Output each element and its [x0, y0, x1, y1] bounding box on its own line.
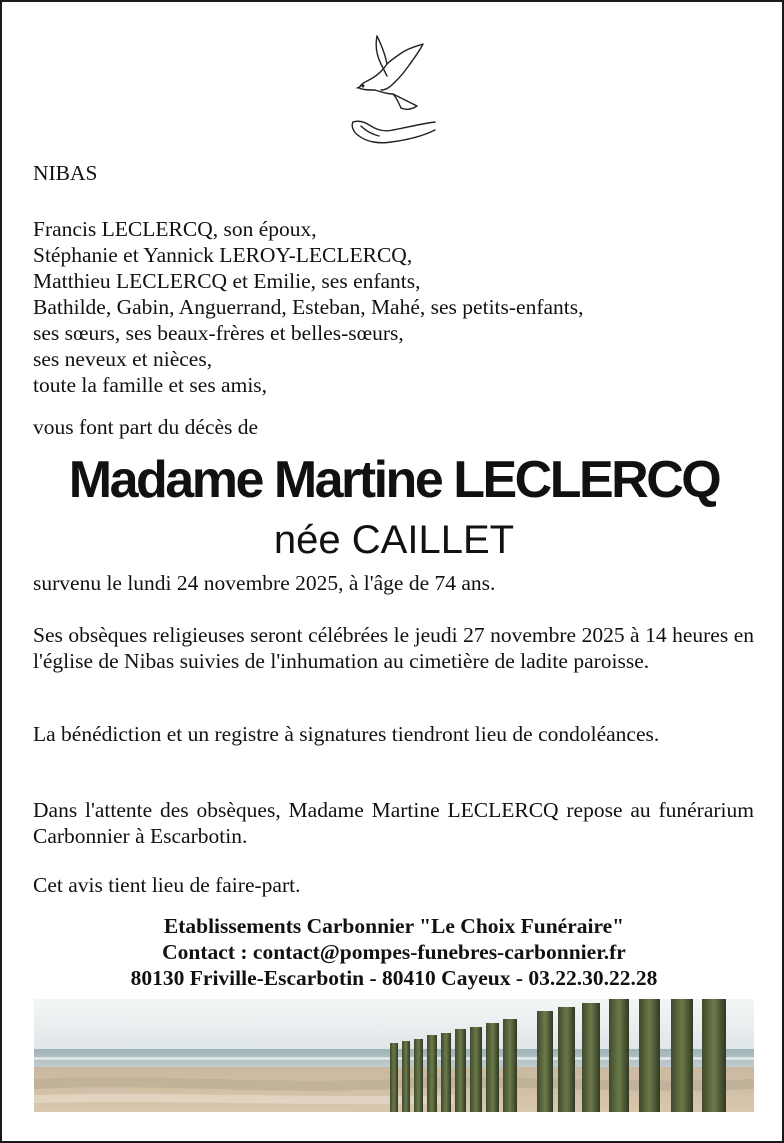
announce-text: vous font part du décès de	[33, 415, 259, 439]
ceremony-text: Ses obsèques religieuses seront célébrées le jeudi 27 novembre 2025 à 14 heures en l'église de Nibas suivies de l'inhumation au cimetière de ladite paroisse.	[33, 623, 754, 673]
family-list	[33, 216, 754, 398]
contact-email: Contact : contact@pompes-funebres-carbonnier.fr	[162, 940, 626, 964]
funeral-home-footer	[2, 913, 784, 991]
maiden-name: née CAILLET	[273, 518, 515, 562]
family-line: Francis LECLERCQ, son époux,	[33, 217, 317, 241]
family-line: ses sœurs, ses beaux-frères et belles-sœurs,	[33, 321, 404, 345]
beach-posts-photo	[34, 999, 754, 1112]
dove-hands-icon	[347, 30, 442, 152]
family-line: Stéphanie et Yannick LEROY-LECLERCQ,	[33, 243, 413, 267]
family-line: Bathilde, Gabin, Anguerrand, Esteban, Mahé, ses petits-enfants,	[33, 295, 584, 319]
death-info	[33, 570, 754, 596]
closing	[33, 872, 754, 898]
ceremony-paragraph	[33, 622, 754, 674]
funerarium-text: Dans l'attente des obsèques, Madame Martine LECLERCQ repose au funérarium Carbonnier à Escarbotin.	[33, 798, 754, 848]
family-line: toute la famille et ses amis,	[33, 373, 268, 397]
announce	[33, 414, 754, 440]
deceased-name: Madame Martine LECLERCQ	[68, 451, 720, 509]
death-info-text: survenu le lundi 24 novembre 2025, à l'âge de 74 ans.	[33, 571, 496, 595]
location-text: NIBAS	[33, 161, 98, 185]
location	[33, 160, 754, 186]
company-name: Etablissements Carbonnier "Le Choix Funéraire"	[163, 914, 625, 938]
funerarium-paragraph	[33, 797, 754, 849]
condolences-text: La bénédiction et un registre à signatures tiendront lieu de condoléances.	[33, 722, 660, 746]
address-phone: 80130 Friville-Escarbotin - 80410 Cayeux - 03.22.30.22.28	[130, 966, 658, 990]
closing-text: Cet avis tient lieu de faire-part.	[33, 873, 301, 897]
condolences-paragraph	[33, 721, 754, 747]
family-line: Matthieu LECLERCQ et Emilie, ses enfants,	[33, 269, 421, 293]
family-line: ses neveux et nièces,	[33, 347, 213, 371]
